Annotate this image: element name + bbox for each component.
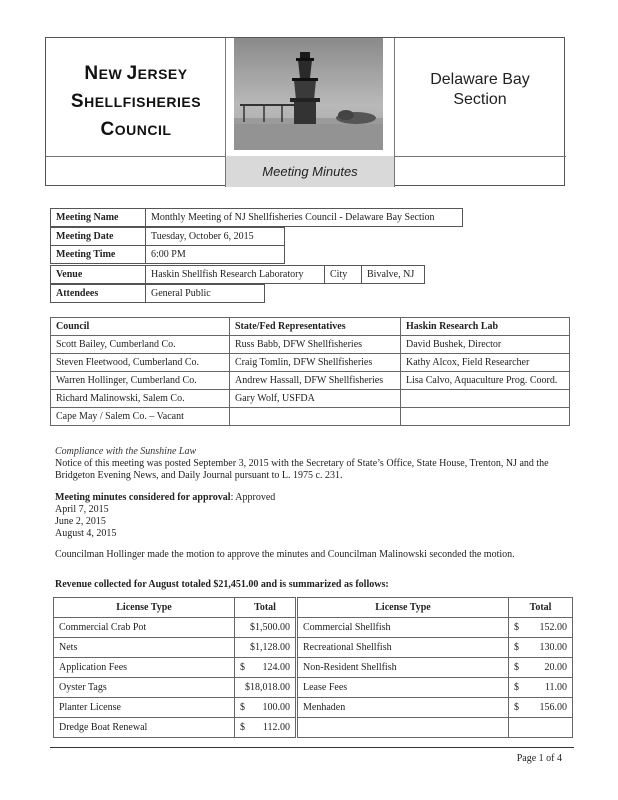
- members-header-row: [51, 318, 570, 336]
- member-row: [51, 390, 570, 408]
- right-license-total: [509, 718, 573, 738]
- amount: 20.00: [544, 662, 567, 673]
- meeting-time-value: 6:00 PM: [146, 246, 285, 264]
- state-rep-cell: Russ Babb, DFW Shellfisheries: [230, 336, 401, 354]
- state-rep-cell: Gary Wolf, USFDA: [230, 390, 401, 408]
- org-title-line2: SHELLFISHERIES: [70, 91, 202, 112]
- header-divider-right: [394, 156, 566, 157]
- council-member-cell: Cape May / Salem Co. – Vacant: [51, 408, 230, 426]
- org-title-line1-text: EW: [98, 66, 127, 82]
- currency-symbol: $: [514, 682, 519, 693]
- meeting-name-value: Monthly Meeting of NJ Shellfisheries Council - Delaware Bay Section: [146, 209, 463, 227]
- state-rep-cell: Andrew Hassall, DFW Shellfisheries: [230, 372, 401, 390]
- meeting-name-row: [51, 209, 463, 227]
- footer-rule: [50, 747, 574, 748]
- currency-symbol: $: [240, 702, 245, 713]
- motion-text: Councilman Hollinger made the motion to approve the minutes and Councilman Malinowski seconded the motion.: [55, 549, 515, 560]
- meeting-time-row: [51, 246, 285, 264]
- left-license-type: Nets: [54, 638, 235, 658]
- rev-col-license-left: License Type: [54, 598, 235, 618]
- haskin-staff-cell: David Bushek, Director: [401, 336, 570, 354]
- sunshine-section: [55, 446, 575, 482]
- right-license-type: Non-Resident Shellfish: [298, 658, 509, 678]
- sunshine-body: Notice of this meeting was posted September 3, 2015 with the Secretary of State’s Office, State House, Trenton, NJ and the Bridgeton Evening News, and Daily Journal pursuant to L. 1975 c. 231.: [55, 458, 549, 481]
- header-box: [45, 37, 565, 186]
- right-license-total: [509, 678, 573, 698]
- left-license-type: Oyster Tags: [54, 678, 235, 698]
- amount: 112.00: [262, 722, 290, 733]
- section-title-line1: Delaware Bay: [430, 71, 530, 88]
- meeting-time-label: Meeting Time: [51, 246, 146, 264]
- revenue-row: [54, 718, 573, 738]
- amount: 152.00: [539, 622, 567, 633]
- attendees-table: [50, 284, 265, 303]
- member-row: [51, 354, 570, 372]
- currency-symbol: $: [514, 662, 519, 673]
- right-license-total: [509, 638, 573, 658]
- left-license-type: Application Fees: [54, 658, 235, 678]
- col-state-fed: State/Fed Representatives: [230, 318, 401, 336]
- approval-date-3: August 4, 2015: [55, 528, 117, 539]
- amount: $1,128.00: [250, 642, 290, 653]
- council-member-cell: Scott Bailey, Cumberland Co.: [51, 336, 230, 354]
- left-license-total: [235, 698, 296, 718]
- col-haskin: Haskin Research Lab: [401, 318, 570, 336]
- document-type-bar: [226, 156, 394, 187]
- revenue-row: [54, 638, 573, 658]
- section-title-line2: Section: [453, 91, 507, 108]
- approval-section: [55, 492, 575, 540]
- revenue-row: [54, 698, 573, 718]
- section-title: [395, 70, 565, 110]
- meeting-date-table: [50, 227, 285, 264]
- attendees-value: General Public: [146, 285, 265, 303]
- revenue-row: [54, 678, 573, 698]
- attendees-label: Attendees: [51, 285, 146, 303]
- approval-date-1: April 7, 2015: [55, 504, 109, 515]
- meeting-name-label: Meeting Name: [51, 209, 146, 227]
- lighthouse-photo: [234, 38, 383, 150]
- member-row: [51, 336, 570, 354]
- currency-symbol: $: [514, 642, 519, 653]
- state-rep-cell: Craig Tomlin, DFW Shellfisheries: [230, 354, 401, 372]
- revenue-header-row: [54, 598, 573, 618]
- council-member-cell: Warren Hollinger, Cumberland Co.: [51, 372, 230, 390]
- amount: 11.00: [544, 682, 567, 693]
- right-license-total: [509, 698, 573, 718]
- currency-symbol: $: [514, 702, 519, 713]
- approval-label: Meeting minutes considered for approval: [55, 492, 231, 503]
- city-label: City: [325, 266, 362, 284]
- member-row: [51, 372, 570, 390]
- rev-col-license-right: License Type: [298, 598, 509, 618]
- venue-value: Haskin Shellfish Research Laboratory: [146, 266, 325, 284]
- revenue-heading: Revenue collected for August totaled $21,451.00 and is summarized as follows:: [55, 579, 389, 590]
- currency-symbol: $: [240, 722, 245, 733]
- left-license-type: Commercial Crab Pot: [54, 618, 235, 638]
- haskin-staff-cell: [401, 408, 570, 426]
- col-council: Council: [51, 318, 230, 336]
- amount: 156.00: [539, 702, 567, 713]
- header-divider-left: [46, 156, 226, 157]
- sunshine-heading: Compliance with the Sunshine Law: [55, 446, 197, 457]
- right-license-total: [509, 618, 573, 638]
- member-row: [51, 408, 570, 426]
- revenue-table: [53, 597, 573, 738]
- right-license-type: Menhaden: [298, 698, 509, 718]
- members-table: [50, 317, 570, 426]
- right-license-total: [509, 658, 573, 678]
- meeting-date-label: Meeting Date: [51, 228, 146, 246]
- amount: $1,500.00: [250, 622, 290, 633]
- council-member-cell: Richard Malinowski, Salem Co.: [51, 390, 230, 408]
- amount: $18,018.00: [245, 682, 290, 693]
- haskin-staff-cell: [401, 390, 570, 408]
- amount: 100.00: [262, 702, 290, 713]
- approval-status: : Approved: [230, 492, 276, 503]
- attendees-row: [51, 285, 265, 303]
- approval-date-2: June 2, 2015: [55, 516, 106, 527]
- section-cell: [394, 38, 564, 187]
- page-number: Page 1 of 4: [516, 753, 562, 764]
- haskin-staff-cell: Kathy Alcox, Field Researcher: [401, 354, 570, 372]
- meeting-date-row: [51, 228, 285, 246]
- org-title-line3: COUNCIL: [100, 119, 172, 140]
- haskin-staff-cell: Lisa Calvo, Aquaculture Prog. Coord.: [401, 372, 570, 390]
- left-license-total: [235, 678, 296, 698]
- amount: 130.00: [539, 642, 567, 653]
- rev-col-total-left: Total: [235, 598, 296, 618]
- currency-symbol: $: [240, 662, 245, 673]
- right-license-type: [298, 718, 509, 738]
- revenue-row: [54, 658, 573, 678]
- meeting-info-table: [50, 208, 463, 227]
- left-license-type: Dredge Boat Renewal: [54, 718, 235, 738]
- left-license-total: [235, 718, 296, 738]
- revenue-row: [54, 618, 573, 638]
- currency-symbol: $: [514, 622, 519, 633]
- document-type-label: Meeting Minutes: [262, 164, 358, 179]
- meeting-date-value: Tuesday, October 6, 2015: [146, 228, 285, 246]
- amount: 124.00: [262, 662, 290, 673]
- left-license-type: Planter License: [54, 698, 235, 718]
- right-license-type: Commercial Shellfish: [298, 618, 509, 638]
- city-value: Bivalve, NJ: [362, 266, 425, 284]
- org-title: [46, 60, 226, 144]
- right-license-type: Lease Fees: [298, 678, 509, 698]
- left-license-total: [235, 638, 296, 658]
- council-member-cell: Steven Fleetwood, Cumberland Co.: [51, 354, 230, 372]
- right-license-type: Recreational Shellfish: [298, 638, 509, 658]
- venue-row: [51, 266, 425, 284]
- left-license-total: [235, 618, 296, 638]
- org-title-line1: NEW JERSEY: [84, 63, 188, 84]
- rev-col-total-right: Total: [509, 598, 573, 618]
- org-title-cell: [46, 38, 226, 187]
- venue-label: Venue: [51, 266, 146, 284]
- left-license-total: [235, 658, 296, 678]
- venue-table: [50, 265, 425, 284]
- state-rep-cell: [230, 408, 401, 426]
- approval-line: [55, 492, 575, 504]
